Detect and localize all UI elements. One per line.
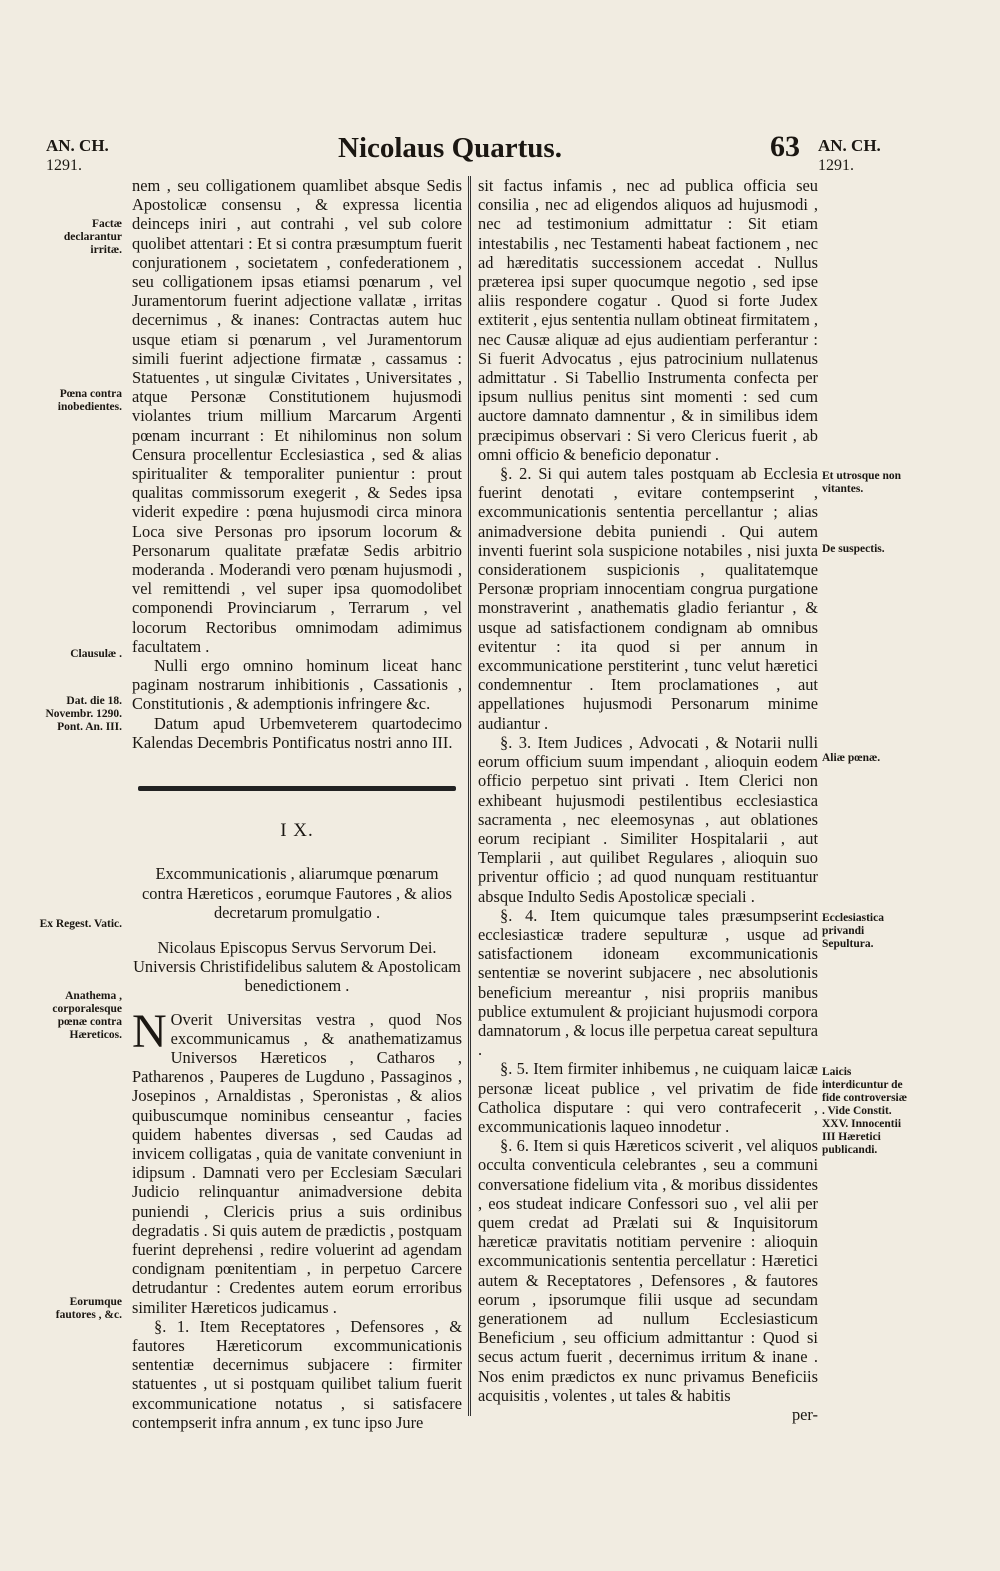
year-note-left xyxy=(46,136,126,176)
margin-note-right: Aliæ pœnæ. xyxy=(822,752,881,764)
left-column xyxy=(132,176,462,1432)
document-title: Excommunicationis , aliarumque pœnarum contra Hæreticos , eorumque Fautores , & alios decretarum promulgatio . xyxy=(142,864,452,922)
an-label-left: AN. CH. xyxy=(46,136,109,155)
margin-note-right: Ecclesiastica privandi Sepultura. xyxy=(822,912,884,950)
paragraph xyxy=(132,1004,462,1317)
column-divider xyxy=(468,176,472,1416)
margin-note-right: Et utrosque non vitantes. xyxy=(822,470,902,495)
paragraph: §. 3. Item Judices , Advocati , & Notarii nulli eorum officium suum impendant , alioquin eodem officio perpetuo sint privati . Item Clerici non exhibeant hujusmodi pestilentibus ecclesiastica sacramenta , nec eleemosynas , aut oblationes eorum recipiant . Similiter Hospitalarii , aut Templarii , aut quilibet Regulares , alioquin suo priventur officio ; ad quod nunquam restituantur absque Indulto Sedis Apostolicæ speciali . xyxy=(478,732,818,906)
margin-note-right: Laicis interdicuntur de fide controversiæ . Vide Constit. XXV. Innocentii III Hæretici publicandi. xyxy=(822,1066,908,1156)
paragraph: Datum apud Urbemveterem quartodecimo Kalendas Decembris Pontificatus nostri anno III. xyxy=(132,713,462,752)
catchword: per- xyxy=(791,1405,818,1424)
year-note-right xyxy=(818,136,898,176)
margin-note-left: Eorumque fautores , &c. xyxy=(55,1296,122,1321)
margin-note-left: Dat. die 18. Novembr. 1290. Pont. An. III. xyxy=(45,695,122,733)
margin-note-left: Pœna contra inobedientes. xyxy=(57,388,122,413)
year-right: 1291. xyxy=(818,157,854,174)
running-header xyxy=(0,132,1000,180)
salutation: Nicolaus Episcopus Servus Servorum Dei. Universis Christifidelibus salutem & Apostolicam benedictionem . xyxy=(133,937,461,996)
running-title: Nicolaus Quartus. xyxy=(338,132,562,164)
drop-capital: N xyxy=(132,1004,167,1058)
paragraph: §. 5. Item firmiter inhibemus , ne cuiquam laicæ personæ liceat publice , vel privatim de fide Catholica disputare : qui vero contrafecerit , excommunicationis laqueo innodetur . xyxy=(478,1059,818,1136)
section-separator xyxy=(138,786,456,791)
margin-note-left: Factæ declarantur irritæ. xyxy=(63,218,122,256)
margin-note-left: Anathema , corporalesque pœnæ contra Hæreticos. xyxy=(52,990,122,1041)
paragraph: §. 1. Item Receptatores , Defensores , & fautores Hæreticorum excommunicationis sententiæ decernimus subjacere : firmiter statuentes , ut si postquam quilibet talium fuerit excommunicatione notatus , si satisfacere contempserit infra annum , ex tunc ipso Jure xyxy=(132,1316,462,1432)
paragraph: §. 4. Item quicumque tales præsumpserint ecclesiasticæ tradere sepulturæ , usque ad satisfactionem idoneam excommunicationis sententiæ se noverint subjacere , nec absolutionis beneficium mereantur , nisi propriis manibus publice extumulent & projiciant hujusmodi corpora damnatorum , & locus ille perpetua careat sepultura . xyxy=(478,905,818,1060)
paragraph: §. 6. Item si quis Hæreticos sciverit , vel aliquos occulta conventicula celebrantes , seu a communi conversatione fidelium vita , & moribus dissidentes , eos studeat indicare Confessori suo , vel alii per quem credat ad Prælati sui & Inquisitorum hæreticæ pravitatis notitiam pervenire : alioquin excommunicationis sententia percellatur : Hæretici autem & Receptatores , Defensores , & fautores eorum , ipsorumque filii usque ad secundam generationem ad nullum Ecclesiasticum Beneficium , seu officium admittantur : Quod si secus actum fuerit , decernimus irritum & inane . Nos enim prædictos ex nunc privamus Beneficiis acquisitis , volentes , ut tales & habitis xyxy=(478,1136,818,1405)
page-number: 63 xyxy=(770,130,800,163)
paragraph: sit factus infamis , nec ad publica officia seu consilia , nec ad eligendos aliquos ad hujusmodi , nec ad testimonium admittatur : Sit etiam intestabilis , nec Testamenti habeat factionem , nec ad hæreditatis successionem accedat . Nullus præterea ipsi super quocumque negotio , sed ipse aliis respondere cogatur . Quod si forte Judex extiterit , ejus sententia nullam obtineat firmitatem , nec Causæ aliquæ ad ejus audientiam perferantur : Si fuerit Advocatus , ejus patrocinium nullatenus admittatur . Si Tabellio Instrumenta confecta per ipsum nullius penitus sint momenti : sed cum auctore damnato damnentur , & in similibus idem præcipimus observari : Si vero Clericus fuerit , ab omni officio & beneficio deponatur . xyxy=(478,176,819,464)
document-number: I X. xyxy=(280,820,314,842)
paragraph-text: Overit Universitas vestra , quod Nos excommunicamus , & anathematizamus Universos Hæreticos , Catharos , Patharenos , Pauperes de Lugduno , Passaginos , Josepinos , Arnaldistas , Speronistas , & alios quibuscumque nominibus censeantur , facies quidem habentes diversas , sed Caudas ad invicem colligatas , quia de vanitate conveniunt in idipsum . Damnati vero per Ecclesiam Sæculari Judicio relinquantur animadversione debita puniendi , Clericis prius a suis ordinibus degradatis . Si quis autem de prædictis , postquam fuerint deprehensi , redire voluerint ad agendam condignam pœnitentiam , in perpetuo Carcere detrudantur : Credentes autem eorum erroribus similiter Hæreticos judicamus . xyxy=(132,1009,462,1317)
an-label-right: AN. CH. xyxy=(818,136,881,155)
year-left: 1291. xyxy=(46,157,82,174)
paragraph: §. 2. Si qui autem tales postquam ab Ecclesia fuerint denotati , evitare contempserint , excommunicationis sententia percellantur ; alias animadversione debita puniendi . Qui autem inventi fuerint sola suspicione notabiles , nisi juxta considerationem suspicionis , qualitatemque Personæ propriam innocentiam congrua purgatione monstraverint , anathematis gladio feriantur , & usque ad satisfactionem condignam ab omnibus evitentur : ita quod si per annum in excommunicatione perstiterint , tunc velut hæretici condemnentur . Item proclamationes , aut appellationes hujusmodi Personarum minime audiantur . xyxy=(478,464,818,733)
right-column xyxy=(478,176,818,1424)
paragraph: nem , seu colligationem quamlibet absque Sedis Apostolicæ consensu , & expressa licentia deinceps iniri , aut contrahi , vel sub colore quolibet attentari : Et si contra præsumptum fuerit conjurationem , societatem , confederationem , seu colligationem ipsas etiamsi pœnarum , vel Juramentorum fuerint adjectione vallatæ , irritas decernimus , & inanes: Contractas autem huc usque etiam si pœnarum , vel Juramentorum simili fuerint adjectione firmatæ , cassamus : Statuentes , ut singulæ Civitates , Universitates , atque Personæ Constitutionem hujusmodi violantes trium millium Marcarum Argenti pœnam incurrant : Et nihilominus non solum Censura procellentur Ecclesiastica , sed & alias spiritualiter & temporaliter punientur : prout qualitas commissorum exegerit , & Sedes ipsa viderit expedire : pœna hujusmodi circa minora Loca sive Personas pro ipsorum locorum & Personarum qualitate præfatæ Sedis arbitrio moderanda . Moderandi vero pœnam hujusmodi , vel remittendi , vel super ipsa quomodolibet componendi Provinciarum , Terrarum , vel locorum Rectoribus omnimodam adimimus facultatem . xyxy=(132,176,462,656)
margin-note-left: Ex Regest. Vatic. xyxy=(39,918,122,930)
paragraph: Nulli ergo omnino hominum liceat hanc paginam nostrarum inhibitionis , Cassationis , Constitutionis , & ademptionis infringere &c. xyxy=(132,656,462,714)
margin-note-left: Clausulæ . xyxy=(70,648,122,660)
margin-note-right: De suspectis. xyxy=(822,543,885,555)
